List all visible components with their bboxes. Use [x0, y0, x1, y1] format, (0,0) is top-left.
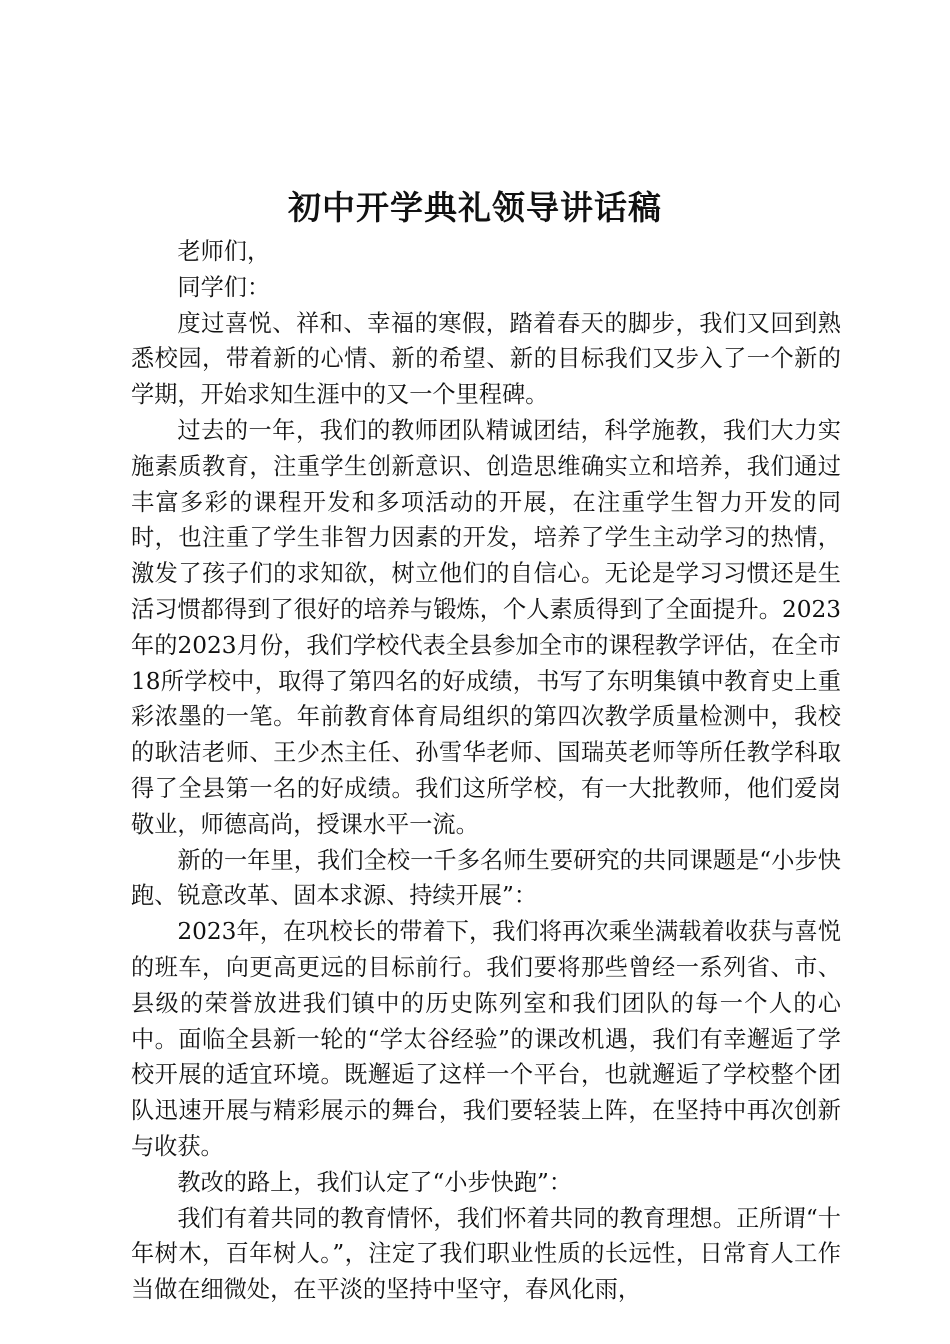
paragraph-education-ideals: 我们有着共同的教育情怀，我们怀着共同的教育理想。正所谓“十年树木，百年树人。”，注定了我们职业性质的长远性，日常育人工作当做在细微处，在平淡的坚持中坚守，春风化雨，	[131, 1204, 841, 1304]
paragraph-reform-road: 教改的路上，我们认定了“小步快跑”：	[177, 1168, 573, 1196]
paragraph-2023-goals: 2023年，在巩校长的带着下，我们将再次乘坐满载着收获与喜悦的班车，向更高更远的目标前行。我们要将那些曾经一系列省、市、县级的荣誉放进我们镇中的历史陈列室和我们团队的每一个人的心中。面临全县新一轮的“学太谷经验”的课改机遇，我们有幸邂逅了学校开展的适宜环境。既邂逅了这样一个平台，也就邂逅了学校整个团队迅速开展与精彩展示的舞台，我们要轻装上阵，在坚持中再次创新与收获。	[131, 918, 841, 1160]
paragraph-opening: 度过喜悦、祥和、幸福的寒假，踏着春天的脚步，我们又回到熟悉校园，带着新的心情、新的希望、新的目标我们又步入了一个新的学期，开始求知生涯中的又一个里程碑。	[131, 309, 841, 409]
paragraph-past-year: 过去的一年，我们的教师团队精诚团结，科学施教，我们大力实施素质教育，注重学生创新意识、创造思维确实立和培养，我们通过丰富多彩的课程开发和多项活动的开展，在注重学生智力开发的同时，也注重了学生非智力因素的开发，培养了学生主动学习的热情，激发了孩子们的求知欲，树立他们的自信心。无论是学习习惯还是生活习惯都得到了很好的培养与锻炼，个人素质得到了全面提升。2023年的2023月份，我们学校代表全县参加全市的课程教学评估，在全市18所学校中，取得了第四名的好成绩，书写了东明集镇中教育史上重彩浓墨的一笔。年前教育体育局组织的第四次教学质量检测中，我校的耿洁老师、王少杰主任、孙雪华老师、国瑞英老师等所任教学科取得了全县第一名的好成绩。我们这所学校，有一大批教师，他们爱岗敬业，师德高尚，授课水平一流。	[131, 416, 841, 838]
salutation-students: 同学们：	[177, 273, 271, 301]
document-body	[131, 234, 841, 1308]
paragraph-new-year-topic: 新的一年里，我们全校一千多名师生要研究的共同课题是“小步快跑、锐意改革、固本求源、持续开展”：	[131, 846, 841, 910]
salutation-teachers: 老师们，	[177, 238, 271, 265]
document-title: 初中开学典礼领导讲话稿	[288, 188, 662, 227]
